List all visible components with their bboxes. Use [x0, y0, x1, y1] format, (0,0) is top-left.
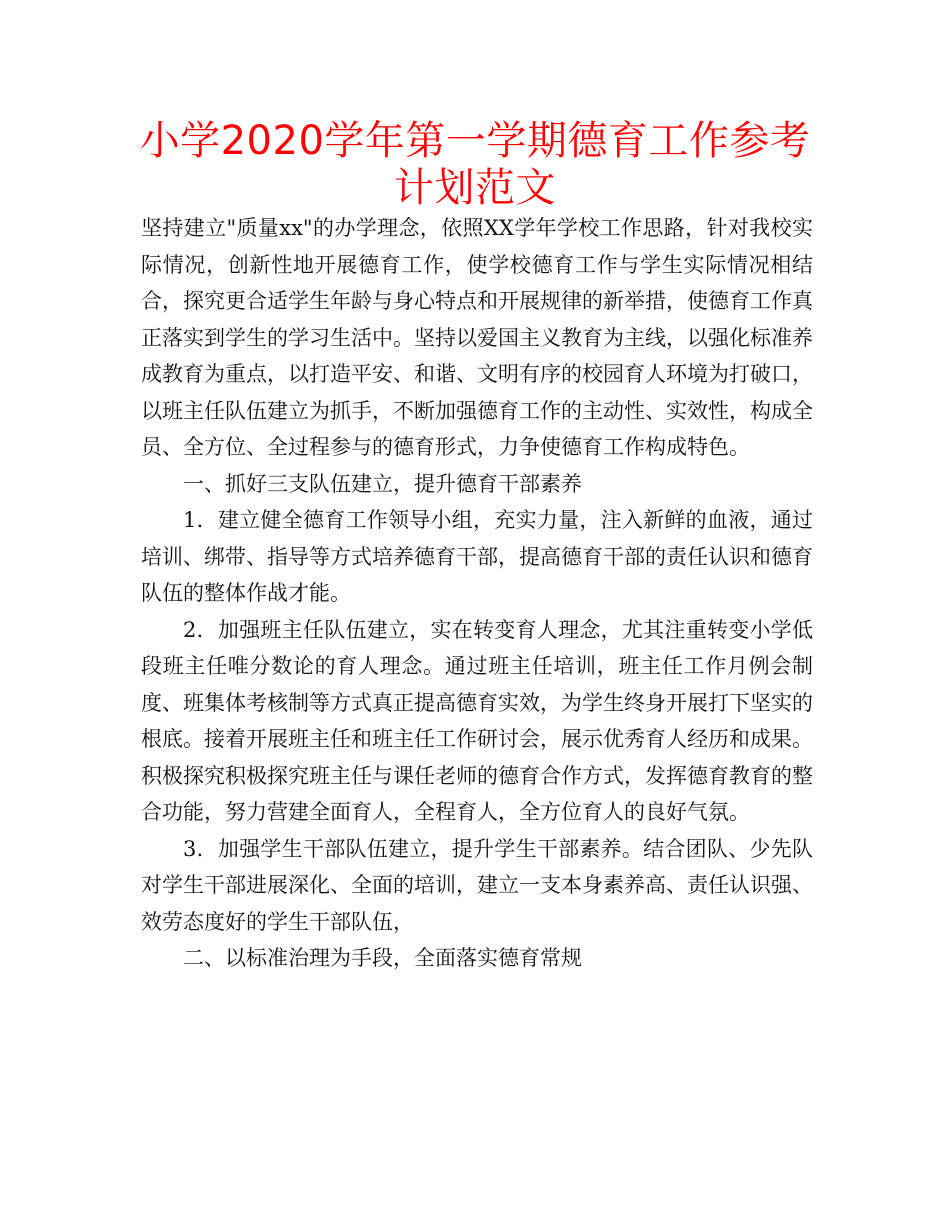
section-heading-2: 二、以标准治理为手段，全面落实德育常规 — [183, 946, 582, 970]
list-item-1: 1．建立健全德育工作领导小组，充实力量，注入新鲜的血液，通过培训、绑带、指导等方式培养德育干部，提高德育干部的责任认识和德育队伍的整体作战才能。 — [141, 508, 813, 605]
list-item-2: 2．加强班主任队伍建立，实在转变育人理念，尤其注重转变小学低段班主任唯分数论的育人理念。通过班主任培训，班主任工作月例会制度、班集体考核制等方式真正提高德育实效，为学生终身开展打下坚实的根底。接着开展班主任和班主任工作研讨会，展示优秀育人经历和成果。积极探究积极探究班主任与课任老师的德育合作方式，发挥德育教育的整合功能，努力营建全面育人，全程育人，全方位育人的良好气氛。 — [141, 617, 813, 824]
list-item-3: 3．加强学生干部队伍建立，提升学生干部素养。结合团队、少先队对学生干部进展深化、全面的培训，建立一支本身素养高、责任认识强、效劳态度好的学生干部队伍， — [141, 836, 813, 934]
document-title: 小学2020学年第一学期德育工作参考计划范文 — [139, 118, 811, 211]
document-body — [141, 210, 813, 977]
section-heading-1: 一、抓好三支队伍建立，提升德育干部素养 — [183, 471, 582, 496]
intro-paragraph: 坚持建立"质量xx"的办学理念，依照XX学年学校工作思路，针对我校实际情况，创新性地开展德育工作，使学校德育工作与学生实际情况相结合，探究更合适学生年龄与身心特点和开展规律的新举措，使德育工作真正落实到学生的学习生活中。坚持以爱国主义教育为主线，以强化标准养成教育为重点，以打造平安、和谐、文明有序的校园育人环境为打破口，以班主任队伍建立为抓手，不断加强德育工作的主动性、实效性，构成全员、全方位、全过程参与的德育形式，力争使德育工作构成特色。 — [141, 216, 813, 459]
